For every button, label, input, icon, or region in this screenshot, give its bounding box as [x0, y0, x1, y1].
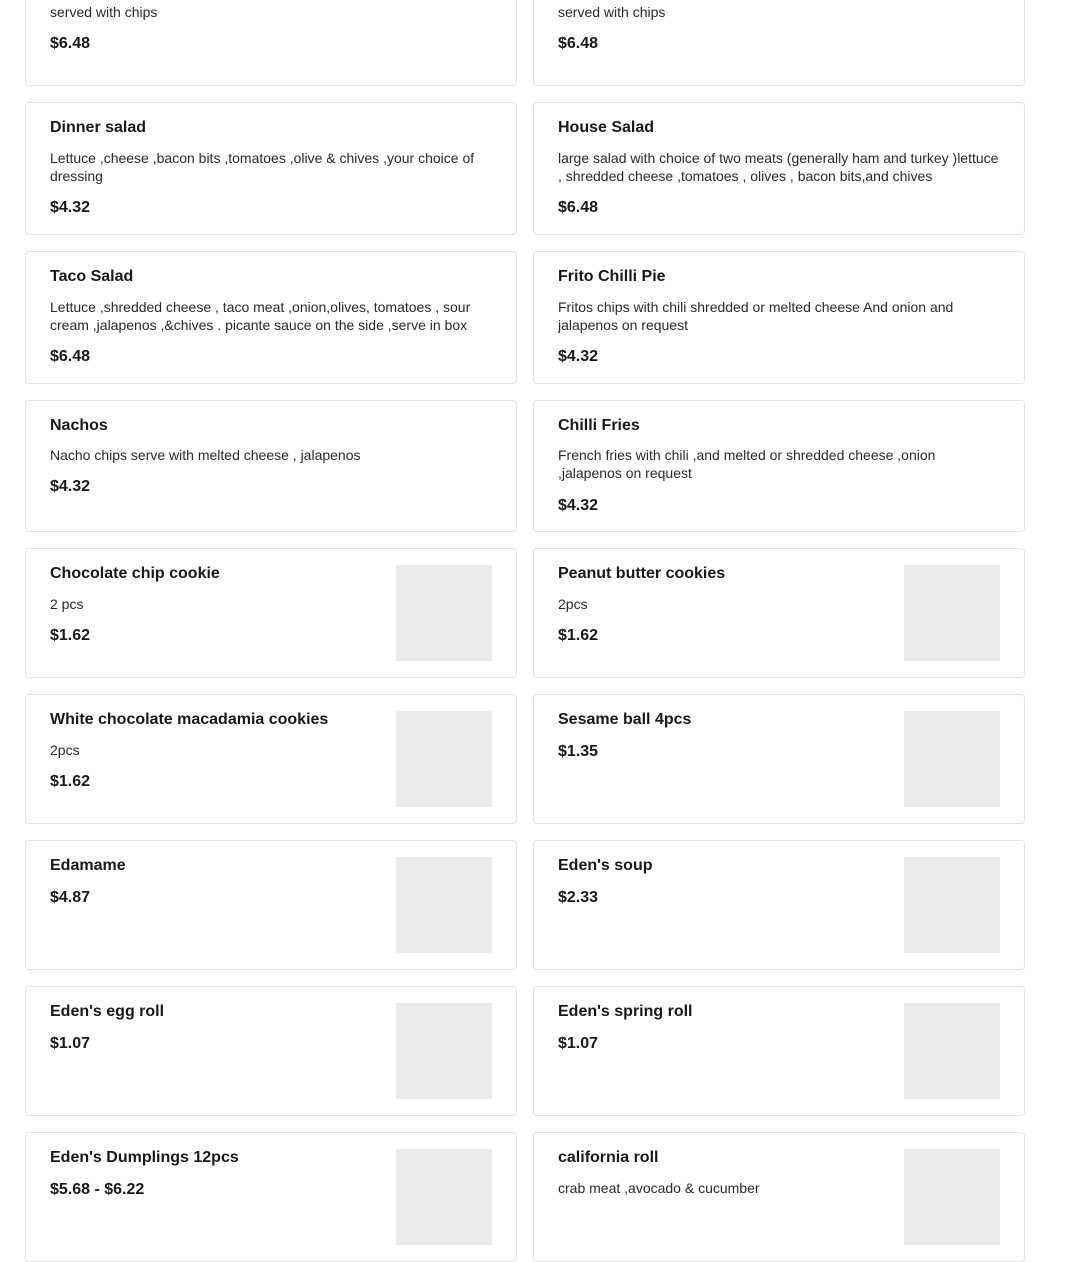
item-price: $1.07 [558, 1035, 599, 1052]
item-name: White chocolate macadamia cookies [50, 711, 329, 728]
item-name: Chilli Fries [558, 417, 640, 434]
menu-item-card[interactable] [533, 840, 1025, 970]
menu-item-card[interactable] [533, 548, 1025, 678]
item-description: crab meat ,avocado & cucumber [558, 1180, 760, 1196]
menu-item-card[interactable] [25, 986, 517, 1116]
menu-item-card[interactable] [533, 251, 1025, 384]
menu-item-card[interactable] [25, 251, 517, 384]
item-name: Dinner salad [50, 119, 147, 136]
item-price: $1.62 [50, 773, 91, 790]
item-image-placeholder [396, 711, 492, 807]
item-description: served with chips [50, 4, 158, 20]
item-name: Eden's soup [558, 857, 653, 874]
item-name: Peanut butter cookies [558, 565, 726, 582]
item-image-placeholder [396, 1149, 492, 1245]
item-price: $1.07 [50, 1035, 91, 1052]
item-price: $1.62 [558, 627, 599, 644]
item-price: $5.68 - $6.22 [50, 1181, 145, 1198]
menu-item-card[interactable] [533, 0, 1025, 86]
menu-item-card[interactable] [25, 1132, 517, 1262]
item-name: Eden's spring roll [558, 1003, 693, 1020]
item-description: 2pcs [558, 596, 588, 612]
menu-item-card[interactable] [25, 102, 517, 235]
menu-item-card[interactable] [25, 548, 517, 678]
item-description: Nacho chips serve with melted cheese , jalapenos [50, 447, 361, 463]
menu-item-card[interactable] [533, 986, 1025, 1116]
item-price: $4.32 [50, 199, 91, 216]
menu-item-card[interactable] [25, 0, 517, 86]
menu-item-card[interactable] [533, 694, 1025, 824]
item-name: Eden's Dumplings 12pcs [50, 1149, 239, 1166]
item-name: Eden's egg roll [50, 1003, 165, 1020]
item-price: $1.35 [558, 743, 599, 760]
item-image-placeholder [904, 565, 1000, 661]
item-name: Frito Chilli Pie [558, 268, 666, 285]
item-description: Lettuce ,cheese ,bacon bits ,tomatoes ,olive & chives ,your choice of dressing [50, 150, 475, 184]
item-image-placeholder [396, 565, 492, 661]
item-name: california roll [558, 1149, 659, 1166]
item-price: $6.48 [50, 35, 91, 52]
item-name: Edamame [50, 857, 126, 874]
item-image-placeholder [904, 711, 1000, 807]
menu-item-card[interactable] [533, 1132, 1025, 1262]
item-price: $6.48 [558, 199, 599, 216]
item-price: $4.32 [558, 348, 599, 365]
item-description: 2 pcs [50, 596, 84, 612]
item-price: $6.48 [50, 348, 91, 365]
item-image-placeholder [904, 857, 1000, 953]
item-image-placeholder [904, 1003, 1000, 1099]
item-name: Chocolate chip cookie [50, 565, 220, 582]
menu-item-card[interactable] [25, 840, 517, 970]
item-price: $6.48 [558, 35, 599, 52]
menu-item-card[interactable] [25, 400, 517, 532]
item-description: Fritos chips with chili shredded or melted cheese And onion and jalapenos on request [558, 299, 954, 333]
item-name: Nachos [50, 417, 108, 434]
item-name: Sesame ball 4pcs [558, 711, 692, 728]
item-price: $1.62 [50, 627, 91, 644]
item-description: Lettuce ,shredded cheese , taco meat ,onion,olives, tomatoes , sour cream ,jalapenos ,&chives . picante sauce on the side ,serve in box [50, 299, 471, 333]
item-price: $2.33 [558, 889, 599, 906]
menu-item-card[interactable] [25, 694, 517, 824]
item-description: large salad with choice of two meats (generally ham and turkey )lettuce , shredded cheese ,tomatoes , olives , bacon bits,and chives [558, 150, 999, 184]
item-name: Taco Salad [50, 268, 134, 285]
item-price: $4.32 [558, 497, 599, 514]
menu-item-card[interactable] [533, 400, 1025, 532]
item-description: 2pcs [50, 742, 80, 758]
item-image-placeholder [396, 857, 492, 953]
item-price: $4.32 [50, 478, 91, 495]
item-price: $4.87 [50, 889, 91, 906]
item-image-placeholder [904, 1149, 1000, 1245]
item-image-placeholder [396, 1003, 492, 1099]
menu-item-card[interactable] [533, 102, 1025, 235]
item-description: served with chips [558, 4, 666, 20]
item-description: French fries with chili ,and melted or shredded cheese ,onion ,jalapenos on request [558, 447, 936, 481]
item-name: House Salad [558, 119, 655, 136]
